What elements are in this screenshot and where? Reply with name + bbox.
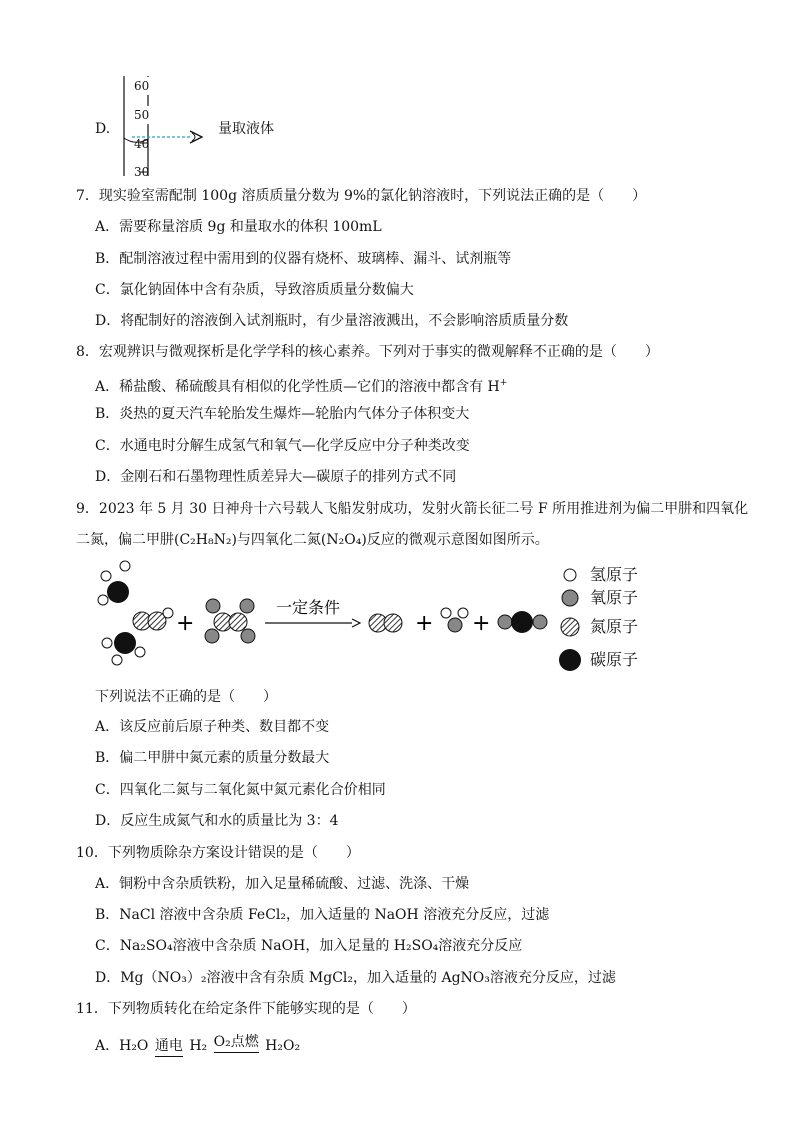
q8-option-b: B．炎热的夏天汽车轮胎发生爆炸—轮胎内气体分子体积变大	[95, 406, 470, 422]
arrow-condition-label: 一定条件	[276, 598, 341, 617]
molecule-h2o	[441, 608, 468, 632]
legend-hydrogen: 氢原子	[590, 565, 639, 584]
q9-option-b: B．偏二甲肼中氮元素的质量分数最大	[95, 750, 330, 766]
q9-option-d: D．反应生成氮气和水的质量比为 3：4	[95, 813, 339, 829]
q8-option-c: C．水通电时分解生成氢气和氧气—化学反应中分子种类改变	[95, 438, 470, 454]
q10-option-b: B．NaCl 溶液中含杂质 FeCl₂，加入适量的 NaOH 溶液充分反应，过滤	[95, 907, 550, 923]
cylinder-tick-40: 40	[134, 137, 150, 151]
q11-cond1-text: 通电	[154, 1038, 183, 1054]
cylinder-tick-30: 30	[134, 165, 150, 179]
q6-option-d-text: 量取液体	[218, 121, 274, 137]
q8-option-a-sup: +	[499, 378, 508, 388]
q11-cond1	[155, 1037, 183, 1055]
carbon-legend-icon	[559, 649, 581, 671]
oxygen-legend-icon	[562, 590, 578, 606]
q9-stem-line2: 二氮，偏二甲肼(C₂H₈N₂)与四氧化二氮(N₂O₄)反应的微观示意图如图所示。	[76, 532, 549, 548]
q11-mid: H₂	[189, 1038, 208, 1054]
q10-option-c: C．Na₂SO₄溶液中含杂质 NaOH，加入足量的 H₂SO₄溶液充分反应	[95, 938, 523, 954]
eye-icon	[190, 131, 202, 143]
nitrogen-legend-icon	[561, 618, 579, 636]
cylinder-tick-50: 50	[134, 108, 150, 122]
q8-stem: 8．宏观辨识与微观探析是化学学科的核心素养。下列对于事实的微观解释不正确的是（ ）	[76, 344, 659, 360]
q6-option-d-label: D.	[95, 121, 111, 137]
q7-option-d: D．将配制好的溶液倒入试剂瓶时，有少量溶液溅出，不会影响溶质质量分数	[95, 313, 569, 329]
graduated-cylinder-figure	[118, 76, 218, 181]
q11-a-prefix: A．H₂O	[95, 1038, 149, 1054]
q9-option-c: C．四氧化二氮与二氧化氮中氮元素化合价相同	[95, 782, 386, 798]
q7-stem: 7．现实验室需配制 100g 溶质质量分数为 9%的氯化钠溶液时，下列说法正确的是（ ）	[76, 188, 647, 204]
q8-option-d: D．金刚石和石墨物理性质差异大—碳原子的排列方式不同	[95, 469, 457, 485]
q7-option-c: C．氯化钠固体中含有杂质，导致溶质质量分数偏大	[95, 282, 414, 298]
plus-sign-1: +	[176, 611, 195, 636]
legend-carbon: 碳原子	[590, 650, 639, 669]
q11-stem: 11．下列物质转化在给定条件下能够实现的是（ ）	[76, 1001, 416, 1017]
hydrogen-legend-icon	[564, 569, 576, 581]
cylinder-tick-60: 60	[134, 79, 150, 93]
q9-option-a: A．该反应前后原子种类、数目都不变	[95, 719, 330, 735]
q7-option-a: A．需要称量溶质 9g 和量取水的体积 100mL	[95, 219, 382, 235]
q8-option-a-text: A．稀盐酸、稀硫酸具有相似的化学性质—它们的溶液中都含有 H	[95, 379, 500, 395]
q10-stem: 10．下列物质除杂方案设计错误的是（ ）	[76, 845, 360, 861]
q10-option-d: D．Mg（NO₃）₂溶液中含有杂质 MgCl₂，加入适量的 AgNO₃溶液充分反应，过滤	[95, 970, 616, 986]
q10-option-a: A．铜粉中含杂质铁粉，加入足量稀硫酸、过滤、洗涤、干燥	[95, 876, 470, 892]
legend-icons	[555, 560, 585, 680]
q11-cond2-text: O₂点燃	[213, 1034, 259, 1050]
legend-oxygen: 氧原子	[590, 588, 639, 607]
q9-stem-line1: 9．2023 年 5 月 30 日神舟十六号载人飞船发射成功，发射火箭长征二号 F 所用推进剂为偏二甲肼和四氧化	[76, 501, 749, 517]
plus-sign-3: +	[472, 611, 491, 636]
molecule-n2o4	[205, 599, 255, 643]
q11-option-a	[95, 1034, 301, 1055]
plus-sign-2: +	[415, 611, 434, 636]
legend-nitrogen: 氮原子	[590, 617, 639, 636]
q11-end: H₂O₂	[265, 1038, 301, 1054]
q8-option-a	[95, 374, 507, 396]
molecule-n2	[369, 614, 402, 632]
molecule-c2h8n2	[98, 561, 173, 665]
q9-prompt: 下列说法不正确的是（ ）	[95, 689, 277, 705]
reaction-diagram	[90, 555, 570, 675]
molecule-co2	[498, 611, 547, 633]
q11-cond2	[214, 1033, 259, 1051]
q7-option-b: B．配制溶液过程中需用到的仪器有烧杯、玻璃棒、漏斗、试剂瓶等	[95, 251, 512, 267]
